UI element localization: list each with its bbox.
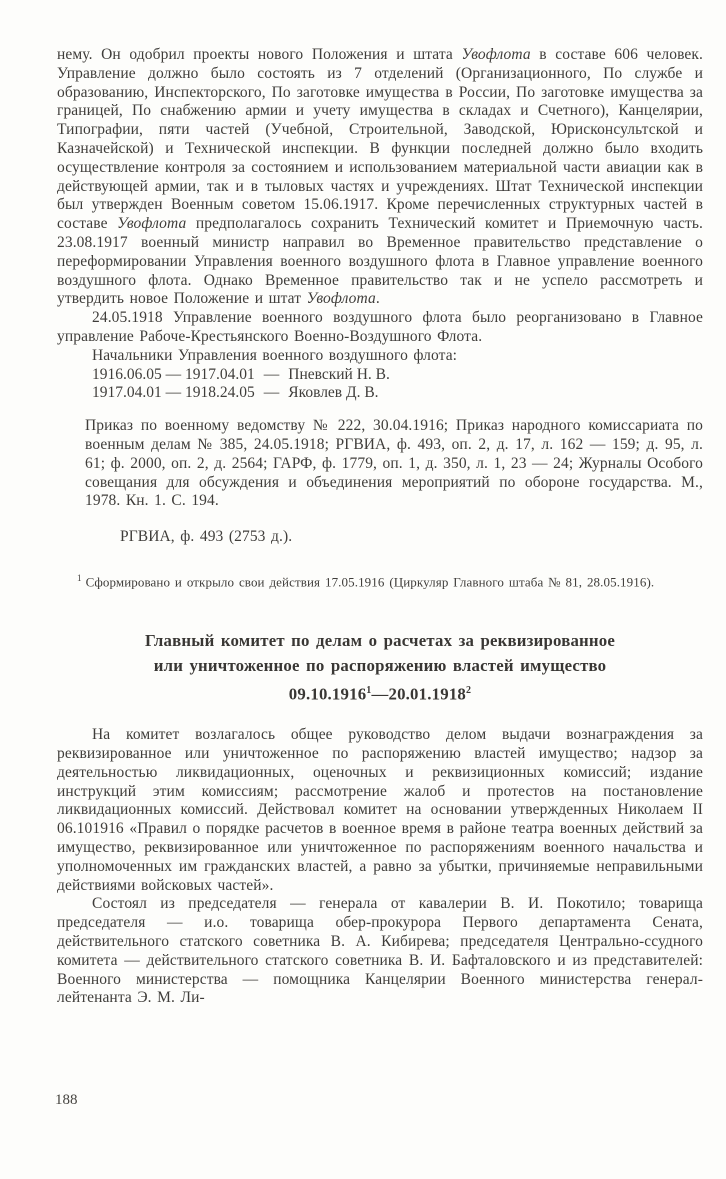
continuation-paragraph: нему. Он одобрил проекты нового Положения и штата Увофлота в составе 606 человек. Управление должно было состоять из 7 отделений (Организационного, По службе и образованию, Инспекторского, По заготовке имущества в России, По заготовке имущества за границей, По снабжению армии и учету имущества в складах и Счетного), Канцелярии, Типографии, пяти частей (Учебной, Строительной, Заводской, Юрисконсультской и Казначейской) и Технической инспекции. В функции последней должно было входить осуществление контроля за состоянием и использованием материальной части авиации как в действующей армии, так и в тыловых частях и учреждениях. Штат Технической инспекции был утвержден Военным советом 15.06.1917. Кроме перечисленных структурных частей в составе Увофлота предполагалось сохранить Технический комитет и Приемочную часть. 23.08.1917 военный министр направил во Временное правительство представление о переформировании Управления военного воздушного флота в Главное управление военного воздушного флота. Однако Временное правительство так и не успело рассмотреть и утвердить новое Положение и штат Увофлота. (57, 46, 703, 308)
date-range-dash: — (371, 684, 389, 704)
date-to: 20.01.1918 (388, 684, 466, 704)
section-title-line-2: или уничтоженное по распоряжению властей имущество (153, 656, 607, 676)
chief-name: Пневский Н. В. (288, 365, 390, 383)
section-title (57, 628, 703, 707)
chiefs-heading: Начальники Управления военного воздушного флота: (92, 346, 458, 364)
chief-name: Яковлев Д. В. (288, 384, 379, 402)
sources-block: Приказ по военному ведомству № 222, 30.04.1916; Приказ народного комиссариата по военным делам № 385, 24.05.1918; РГВИА, ф. 493, оп. 2, д. 17, л. 162 — 159; д. 95, л. 61; ф. 2000, оп. 2, д. 2564; ГАРФ, ф. 1779, оп. 1, д. 350, л. 1, 23 — 24; Журналы Особого совещания для обсуждения и объединения мероприятий по обороне государства. М., 1978. Кн. 1. С. 194. (85, 417, 703, 510)
section-title-dates (57, 678, 703, 707)
chief-range: 1917.04.01 — 1918.24.05 (92, 384, 255, 402)
chief-dash: — (263, 384, 280, 402)
chief-dash: — (263, 365, 280, 383)
page-number: 188 (55, 1092, 78, 1108)
chief-range: 1916.06.05 — 1917.04.01 (92, 365, 255, 383)
chief-row (92, 384, 703, 403)
section-paragraph-1: На комитет возлагалось общее руководство делом выдачи вознаграждения за реквизированное или уничтоженное по распоряжению властей имущество; надзор за деятельностью ликвидационных, оценочных и реквизиционных комиссий; издание инструкций этим комиссиям; рассмотрение жалоб и протестов на постановление ликвидационных комиссий. Действовал комитет на основании утвержденных Николаем II 06.101916 «Правил о порядке расчетов в военное время в районе театра военных действий за имущество, реквизированное или уничтоженное по распоряжениям военного начальства и уполномоченных им гражданских властей, а равно за убытки, причиняемые неправильными действиями войсковых частей». (57, 726, 703, 894)
footnote-text: Сформировано и открыло свои действия 17.05.1916 (Циркуляр Главного штаба № 81, 28.05.1916). (85, 574, 655, 590)
section-body (57, 726, 703, 1008)
date-from: 09.10.1916 (288, 684, 367, 704)
chief-row (92, 366, 703, 385)
section-title-line-1: Главный комитет по делам о расчетах за реквизированное (144, 630, 616, 650)
reorganization-paragraph: 24.05.1918 Управление военного воздушного флота было реорганизовано в Главное управление Рабоче-Крестьянского Военно-Воздушного Флота. (57, 309, 703, 345)
section-paragraph-2: Состоял из председателя — генерала от кавалерии В. И. Покотило; товарища председателя — и.о. товарища обер-прокурора Первого департамента Сената, действительного статского советника В. А. Кибирева; председателя Центрально-ссудного комитета — действительного статского советника В. И. Бафталовского и из представителей: Военного министерства — помощника Канцелярии Военного министерства генерал-лейтенанта Э. М. Ли- (57, 895, 703, 1007)
date-from-footnote-marker: 1 (366, 685, 372, 697)
date-to-footnote-marker: 2 (466, 685, 472, 697)
footnote-marker: 1 (77, 572, 82, 583)
text-block (57, 46, 703, 1008)
footnote (77, 570, 703, 591)
chiefs-list (57, 366, 703, 404)
fond-line: РГВИА, ф. 493 (2753 д.). (120, 528, 293, 546)
